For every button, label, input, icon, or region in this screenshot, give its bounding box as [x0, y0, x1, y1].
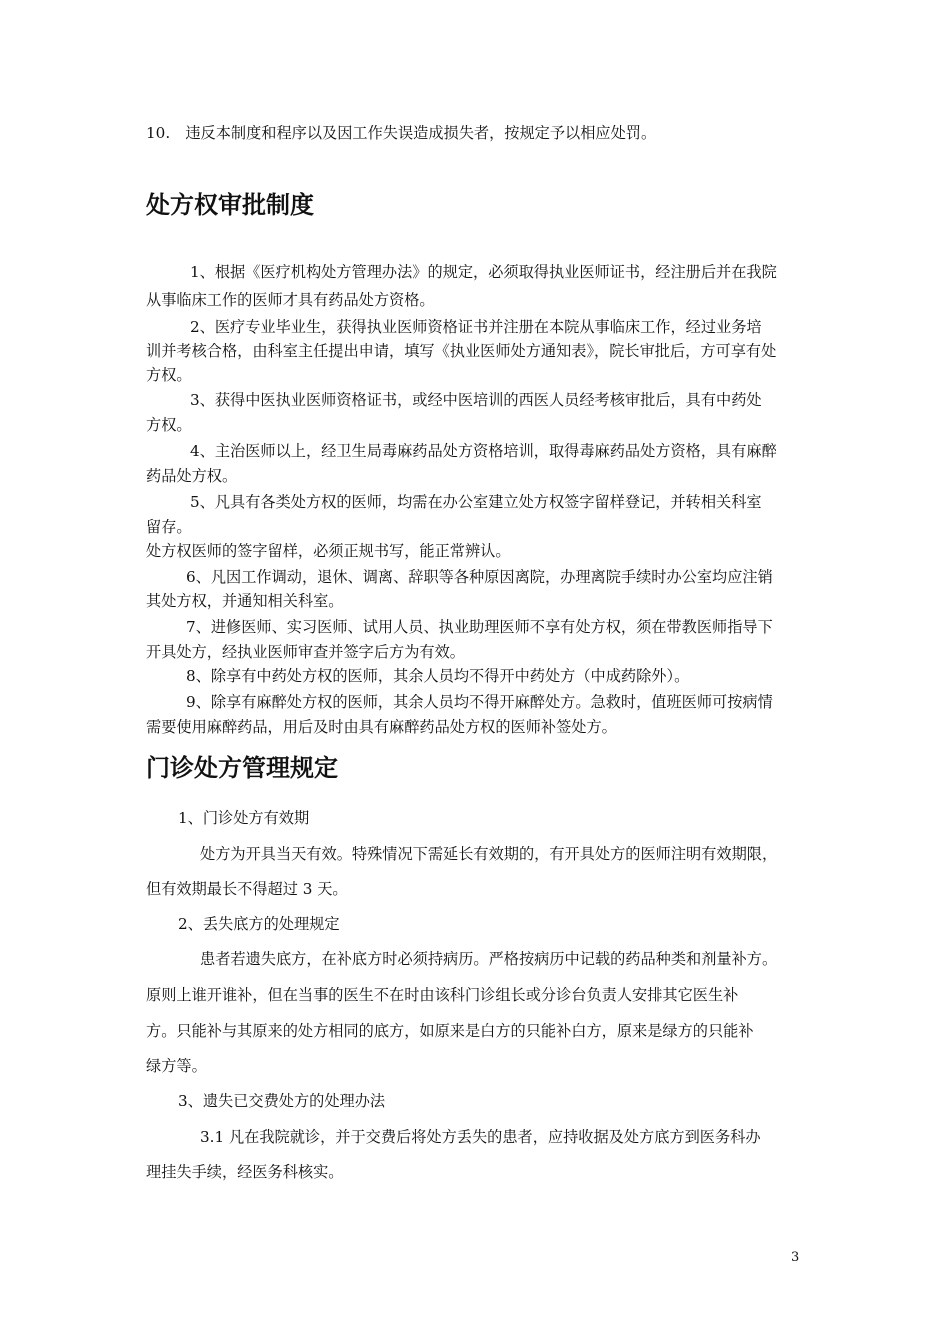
paragraph-line: 6、凡因工作调动，退休、调离、辞职等各种原因离院，办理离院手续时办公室均应注销 [186, 568, 773, 586]
paragraph-line: 方权。 [146, 366, 192, 384]
paragraph-line: 其处方权，并通知相关科室。 [146, 592, 344, 610]
paragraph-line: 绿方等。 [146, 1057, 207, 1075]
top-item: 10. 违反本制度和程序以及因工作失误造成损失者，按规定予以相应处罚。 [146, 124, 657, 142]
paragraph-line: 3、遗失已交费处方的处理办法 [178, 1092, 386, 1110]
paragraph-line: 患者若遗失底方，在补底方时必须持病历。严格按病历中记载的药品种类和剂量补方。 [200, 950, 778, 968]
paragraph-line: 理挂失手续，经医务科核实。 [146, 1163, 344, 1181]
paragraph-line: 1、根据《医疗机构处方管理办法》的规定，必须取得执业医师证书，经注册后并在我院 [190, 263, 777, 281]
paragraph-line: 4、主治医师以上，经卫生局毒麻药品处方资格培训，取得毒麻药品处方资格，具有麻醉 [190, 442, 777, 460]
paragraph-line: 处方权医师的签字留样，必须正规书写，能正常辨认。 [146, 542, 511, 560]
paragraph-line: 开具处方，经执业医师审查并签字后方为有效。 [146, 643, 465, 661]
paragraph-line: 9、除享有麻醉处方权的医师，其余人员均不得开麻醉处方。急救时，值班医师可按病情 [186, 693, 773, 711]
paragraph-line: 5、凡具有各类处方权的医师，均需在办公室建立处方权签字留样登记，并转相关科室 [190, 493, 762, 511]
paragraph-line: 3、获得中医执业医师资格证书，或经中医培训的西医人员经考核审批后，具有中药处 [190, 391, 762, 409]
paragraph-line: 1、门诊处方有效期 [178, 809, 310, 827]
section-title-prescription-approval: 处方权审批制度 [146, 191, 314, 219]
paragraph-line: 方。只能补与其原来的处方相同的底方，如原来是白方的只能补白方，原来是绿方的只能补 [146, 1022, 754, 1040]
paragraph-line: 2、丢失底方的处理规定 [178, 915, 340, 933]
paragraph-line: 需要使用麻醉药品，用后及时由具有麻醉药品处方权的医师补签处方。 [146, 718, 617, 736]
paragraph-line: 但有效期最长不得超过 3 天。 [146, 880, 348, 898]
paragraph-line: 从事临床工作的医师才具有药品处方资格。 [146, 291, 435, 309]
paragraph-line: 3.1 凡在我院就诊，并于交费后将处方丢失的患者，应持收据及处方底方到医务科办 [200, 1128, 761, 1146]
paragraph-line: 2、医疗专业毕业生，获得执业医师资格证书并注册在本院从事临床工作，经过业务培 [190, 318, 762, 336]
paragraph-line: 留存。 [146, 518, 192, 536]
paragraph-line: 处方为开具当天有效。特殊情况下需延长有效期的，有开具处方的医师注明有效期限， [200, 845, 778, 863]
paragraph-line: 8、除享有中药处方权的医师，其余人员均不得开中药处方（中成药除外）。 [186, 667, 690, 685]
paragraph-line: 方权。 [146, 416, 192, 434]
paragraph-line: 训并考核合格，由科室主任提出申请，填写《执业医师处方通知表》，院长审批后，方可享有处 [146, 342, 777, 360]
paragraph-line: 原则上谁开谁补，但在当事的医生不在时由该科门诊组长或分诊台负责人安排其它医生补 [146, 986, 739, 1004]
paragraph-line: 药品处方权。 [146, 467, 238, 485]
section-title-outpatient-rules: 门诊处方管理规定 [146, 754, 338, 782]
paragraph-line: 7、进修医师、实习医师、试用人员、执业助理医师不享有处方权，须在带教医师指导下 [186, 618, 773, 636]
page-number: 3 [791, 1250, 800, 1265]
